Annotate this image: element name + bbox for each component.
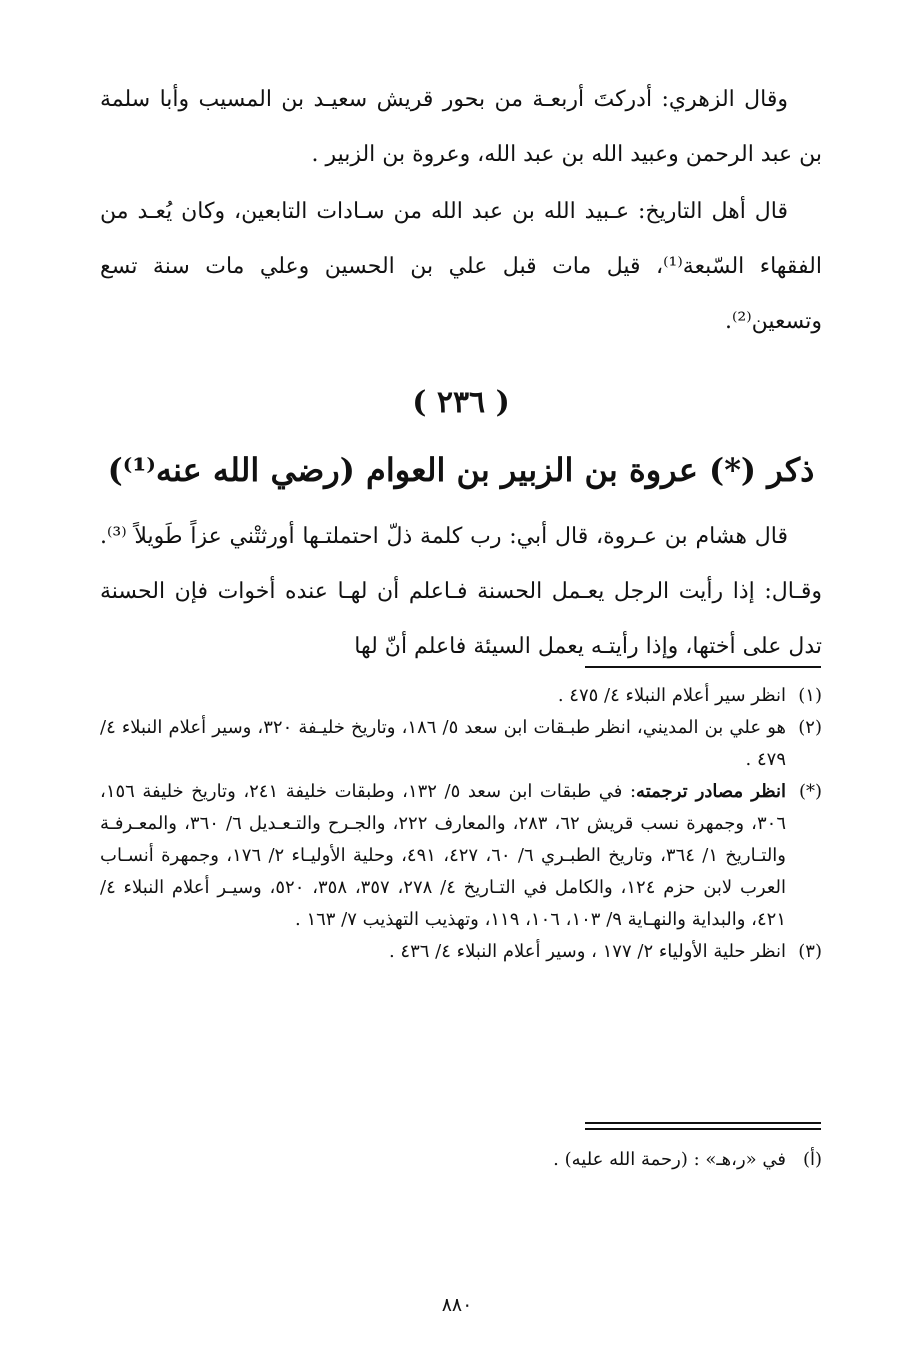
entry-number: ( ٢٣٦ ): [412, 385, 510, 420]
footnote-text: هو علي بن المديني، انظر طبـقات ابن سعد ٥/ ١٨٦، وتاريخ خليـفة ٣٢٠، وسير أعلام النبلاء ٤/ ٤٧٩ .: [100, 717, 786, 770]
footnote-1: [100, 680, 822, 712]
paragraph-history-text: قال أهل التاريخ: عـبيد الله بن عبد الله من سـادات التابعين، وكان يُعـد من الفقهاء السّبعة⁽¹⁾، قيل مات قبل علي بن الحسين وعلي مات سنة تسع وتسعين⁽²⁾.: [100, 199, 822, 334]
double-rule-bottom: [585, 1128, 821, 1130]
editor-notes: [100, 1144, 822, 1176]
footnote-text: انظر سير أعلام النبلاء ٤/ ٤٧٥ .: [557, 685, 786, 706]
footnote-2: [100, 712, 822, 776]
footnote-mark: (٣): [798, 941, 822, 962]
footnote-3: [100, 936, 822, 968]
body-paragraph-text: قال هشام بن عـروة، قال أبي: رب كلمة ذلّ احتملتـها أورثتْني عزاً طَويلاً ⁽³⁾. وقـال: إذا رأيت الرجل يعـمل الحسنة فـاعلم أن لهـا عنده أخوات فإن الحسنة تدل على أختها، وإذا رأيتـه يعمل السيئة فاعلم أنّ لها: [100, 524, 822, 659]
footnote-text: [100, 776, 786, 936]
paragraph-zuhri: [100, 72, 822, 182]
footnote-separator: [585, 666, 821, 668]
footnotes: [100, 680, 822, 968]
footnote-mark: (٢): [798, 717, 822, 738]
double-rule-top: [585, 1122, 821, 1124]
footnote-bold-lead: انظر مصادر ترجمته: [636, 781, 786, 802]
editor-note-mark: (أ): [802, 1149, 822, 1170]
paragraph-zuhri-text: وقال الزهري: أدركتَ أربعـة من بحور قريش سعيـد بن المسيب وأبا سلمة بن عبد الرحمن وعبيد الله بن عبد الله، وعروة بن الزبير .: [100, 87, 822, 167]
editor-note-text: في «ر،هـ» : (رحمة الله عليه) .: [553, 1149, 786, 1170]
main-text: [100, 72, 822, 676]
page-number: ٨٨٠: [441, 1294, 473, 1316]
footnote-text: انظر حلية الأولياء ٢/ ١٧٧ ، وسير أعلام النبلاء ٤/ ٤٣٦ .: [388, 941, 786, 962]
editor-note-a: [100, 1144, 822, 1176]
entry-heading: ذكر (*) عروة بن الزبير بن العوام (رضي الله عنه⁽¹⁾): [107, 451, 815, 489]
footnote-star: [100, 776, 822, 936]
footnote-mark: (*): [798, 781, 822, 802]
footnote-sources: : في طبقات ابن سعد ٥/ ١٣٢، وطبقات خليفة ٢٤١، وتاريخ خليفة ١٥٦، ٣٠٦، وجمهرة نسب قريش ٦٢، ٢٨٣، والمعارف ٢٢٢، والجـرح والتـعـديل ٦/ ٣٦٠، والمعـرفـة والتـاريخ ١/ ٣٦٤، وتاريخ الطبـري ٦/ ٦٠، ٤٢٧، ٤٩١، وحلية الأوليـاء ٢/ ١٧٦، وجمهرة أنسـاب العرب لابن حزم ١٢٤، والكامل في التـاريخ ٤/ ٢٧٨، ٣٥٧، ٣٥٨، ٥٢٠، وسيـر أعلام النبلاء ٤/ ٤٢١، والبداية والنهـاية ٩/ ١٠٣، ١٠٦، ١١٩، وتهذيب التهذيب ٧/ ١٦٣ .: [100, 781, 787, 930]
body-paragraph: [100, 509, 822, 674]
paragraph-history: [100, 184, 822, 349]
footnote-mark: (١): [798, 685, 822, 706]
